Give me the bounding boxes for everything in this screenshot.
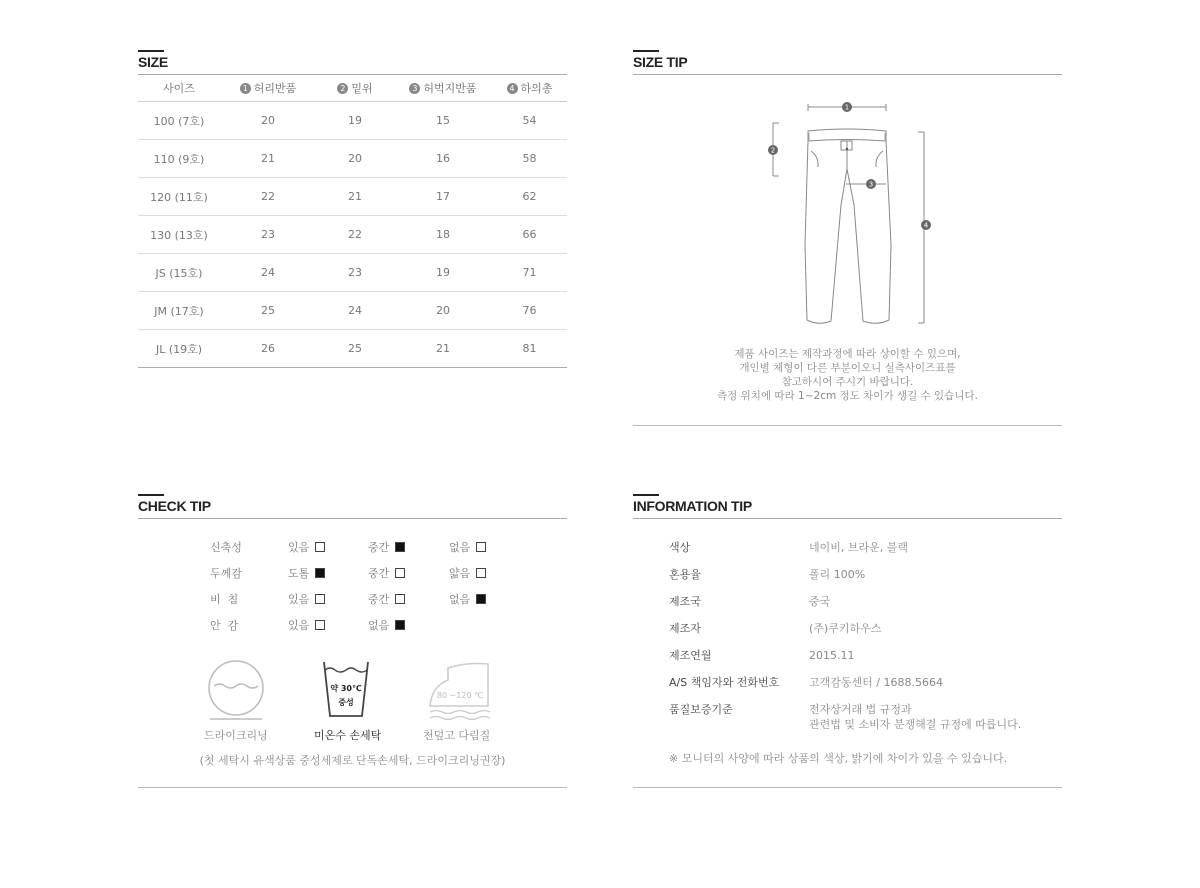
header-waist: 허리반품 bbox=[253, 82, 297, 95]
unchecked-box-icon bbox=[315, 542, 325, 552]
checked-box-icon bbox=[395, 620, 405, 630]
table-cell: 15 bbox=[394, 102, 492, 140]
table-cell: 24 bbox=[220, 254, 316, 292]
table-cell: 58 bbox=[492, 140, 567, 178]
table-row bbox=[138, 254, 567, 292]
unchecked-box-icon bbox=[395, 568, 405, 578]
diagram-num-3: 3 bbox=[868, 180, 874, 189]
table-row bbox=[138, 140, 567, 178]
table-cell: 20 bbox=[316, 140, 394, 178]
num-badge-1: 1 bbox=[240, 83, 251, 94]
info-key: A/S 책임자와 전화번호 bbox=[669, 676, 780, 689]
check-option bbox=[449, 592, 486, 608]
diagram-num-1: 1 bbox=[844, 103, 850, 112]
size-section bbox=[138, 52, 567, 368]
info-key: 혼용율 bbox=[669, 568, 701, 581]
hand-wash-label: 미온수 손세탁 bbox=[314, 729, 382, 742]
header-thigh: 허벅지반품 bbox=[423, 82, 477, 95]
table-cell: JL (19호) bbox=[138, 330, 220, 368]
info-value: 중국 bbox=[809, 595, 831, 608]
check-option-label: 중간 bbox=[368, 593, 390, 606]
care-note: (첫 세탁시 유색상품 중성세제로 단독손세탁, 드라이크리닝권장) bbox=[199, 754, 506, 767]
table-cell: 20 bbox=[394, 292, 492, 330]
table-cell: 110 (9호) bbox=[138, 140, 220, 178]
info-value-line2: 관련법 및 소비자 분쟁해결 규정에 따릅니다. bbox=[809, 718, 1022, 731]
table-row bbox=[138, 102, 567, 140]
header-size: 사이즈 bbox=[138, 75, 220, 102]
check-option bbox=[449, 566, 486, 582]
num-badge-2: 2 bbox=[337, 83, 348, 94]
size-tip-line-1: 제품 사이즈는 제작과정에 따라 상이할 수 있으며, bbox=[734, 348, 961, 360]
size-title: SIZE bbox=[138, 52, 567, 72]
unchecked-box-icon bbox=[476, 542, 486, 552]
unchecked-box-icon bbox=[315, 620, 325, 630]
table-row bbox=[138, 330, 567, 368]
table-cell: 25 bbox=[220, 292, 316, 330]
table-cell: 100 (7호) bbox=[138, 102, 220, 140]
table-cell: 54 bbox=[492, 102, 567, 140]
table-cell: 26 bbox=[220, 330, 316, 368]
num-badge-3: 3 bbox=[409, 83, 420, 94]
unchecked-box-icon bbox=[476, 568, 486, 578]
check-option-label: 중간 bbox=[368, 541, 390, 554]
check-option bbox=[368, 592, 405, 608]
table-cell: 20 bbox=[220, 102, 316, 140]
table-cell: 22 bbox=[316, 216, 394, 254]
check-option bbox=[368, 618, 405, 634]
table-cell: 21 bbox=[394, 330, 492, 368]
info-value: 2015.11 bbox=[809, 649, 855, 662]
checked-box-icon bbox=[476, 594, 486, 604]
info-key: 색상 bbox=[669, 541, 691, 554]
check-option bbox=[368, 540, 405, 556]
iron-icon bbox=[426, 658, 496, 722]
check-tip-title: CHECK TIP bbox=[138, 496, 567, 516]
info-tip-title: INFORMATION TIP bbox=[633, 496, 1062, 516]
checked-box-icon bbox=[315, 568, 325, 578]
diagram-num-4: 4 bbox=[923, 221, 929, 230]
table-cell: 23 bbox=[220, 216, 316, 254]
table-cell: 19 bbox=[394, 254, 492, 292]
size-tip-text bbox=[633, 347, 1062, 403]
check-option-label: 중간 bbox=[368, 567, 390, 580]
check-option bbox=[288, 618, 325, 634]
table-cell: JS (15호) bbox=[138, 254, 220, 292]
table-cell: 24 bbox=[316, 292, 394, 330]
check-row-label: 비 침 bbox=[210, 593, 239, 606]
check-option-label: 없음 bbox=[449, 541, 471, 554]
table-cell: 81 bbox=[492, 330, 567, 368]
size-tip-section bbox=[633, 52, 1062, 426]
table-cell: 18 bbox=[394, 216, 492, 254]
iron-label: 천덮고 다림질 bbox=[423, 729, 491, 742]
check-option bbox=[449, 540, 486, 556]
header-length: 하의총 bbox=[520, 82, 553, 95]
info-tip-section bbox=[633, 496, 1062, 788]
info-key: 제조연월 bbox=[669, 649, 712, 662]
dry-cleaning-label: 드라이크리닝 bbox=[204, 729, 268, 742]
check-row-label: 안 감 bbox=[210, 619, 239, 632]
check-tip-section bbox=[138, 496, 567, 788]
size-tip-line-3: 참고하시어 주시기 바랍니다. bbox=[781, 376, 914, 388]
check-row-label: 두께감 bbox=[210, 567, 242, 580]
table-cell: 62 bbox=[492, 178, 567, 216]
table-cell: 21 bbox=[220, 140, 316, 178]
info-value: 고객감동센터 / 1688.5664 bbox=[809, 676, 943, 689]
info-key: 제조국 bbox=[669, 595, 701, 608]
size-table-header bbox=[138, 75, 567, 102]
table-row bbox=[138, 178, 567, 216]
checked-box-icon bbox=[395, 542, 405, 552]
check-option bbox=[288, 566, 325, 582]
info-key: 품질보증기준 bbox=[669, 703, 733, 716]
table-cell: 130 (13호) bbox=[138, 216, 220, 254]
table-cell: 66 bbox=[492, 216, 567, 254]
info-note: ※ 모니터의 사양에 따라 상품의 색상, 밝기에 차이가 있을 수 있습니다. bbox=[669, 752, 1008, 765]
hand-wash-icon bbox=[316, 658, 376, 722]
table-row bbox=[138, 292, 567, 330]
info-key: 제조자 bbox=[669, 622, 701, 635]
check-option-label: 있음 bbox=[288, 619, 310, 632]
table-cell: 22 bbox=[220, 178, 316, 216]
table-row bbox=[138, 216, 567, 254]
header-rise: 밑위 bbox=[351, 82, 373, 95]
check-row-label: 신축성 bbox=[210, 541, 242, 554]
diagram-num-2: 2 bbox=[770, 146, 776, 155]
table-cell: 71 bbox=[492, 254, 567, 292]
size-tip-line-4: 측정 위치에 따라 1~2cm 정도 차이가 생길 수 있습니다. bbox=[717, 390, 978, 402]
iron-icon-temp: 80 ~120 ℃ bbox=[436, 691, 484, 700]
check-option-label: 없음 bbox=[368, 619, 390, 632]
table-cell: 21 bbox=[316, 178, 394, 216]
table-cell: 76 bbox=[492, 292, 567, 330]
table-cell: 19 bbox=[316, 102, 394, 140]
check-option-label: 도톰 bbox=[288, 567, 310, 580]
check-option bbox=[288, 592, 325, 608]
table-cell: JM (17호) bbox=[138, 292, 220, 330]
info-value: (주)쿠키하우스 bbox=[809, 622, 882, 635]
unchecked-box-icon bbox=[395, 594, 405, 604]
unchecked-box-icon bbox=[315, 594, 325, 604]
check-option-label: 있음 bbox=[288, 593, 310, 606]
table-cell: 16 bbox=[394, 140, 492, 178]
table-cell: 25 bbox=[316, 330, 394, 368]
info-value: 폴리 100% bbox=[809, 568, 866, 581]
size-table bbox=[138, 75, 567, 368]
check-option-label: 있음 bbox=[288, 541, 310, 554]
dry-cleaning-icon bbox=[204, 658, 268, 722]
info-value: 전자상거래 법 규정과 bbox=[809, 703, 912, 716]
check-option bbox=[368, 566, 405, 582]
table-cell: 120 (11호) bbox=[138, 178, 220, 216]
check-option-label: 없음 bbox=[449, 593, 471, 606]
table-cell: 17 bbox=[394, 178, 492, 216]
info-value: 네이비, 브라운, 블랙 bbox=[809, 541, 908, 554]
size-tip-line-2: 개인별 체형이 다른 부분이오니 실측사이즈표를 bbox=[739, 362, 956, 374]
pants-diagram bbox=[633, 95, 1062, 355]
wash-icon-neutral: 중성 bbox=[338, 698, 354, 707]
size-tip-title: SIZE TIP bbox=[633, 52, 1062, 72]
num-badge-4: 4 bbox=[507, 83, 518, 94]
check-option bbox=[288, 540, 325, 556]
check-option-label: 얇음 bbox=[449, 567, 471, 580]
table-cell: 23 bbox=[316, 254, 394, 292]
wash-icon-temp: 약 30℃ bbox=[330, 684, 362, 693]
